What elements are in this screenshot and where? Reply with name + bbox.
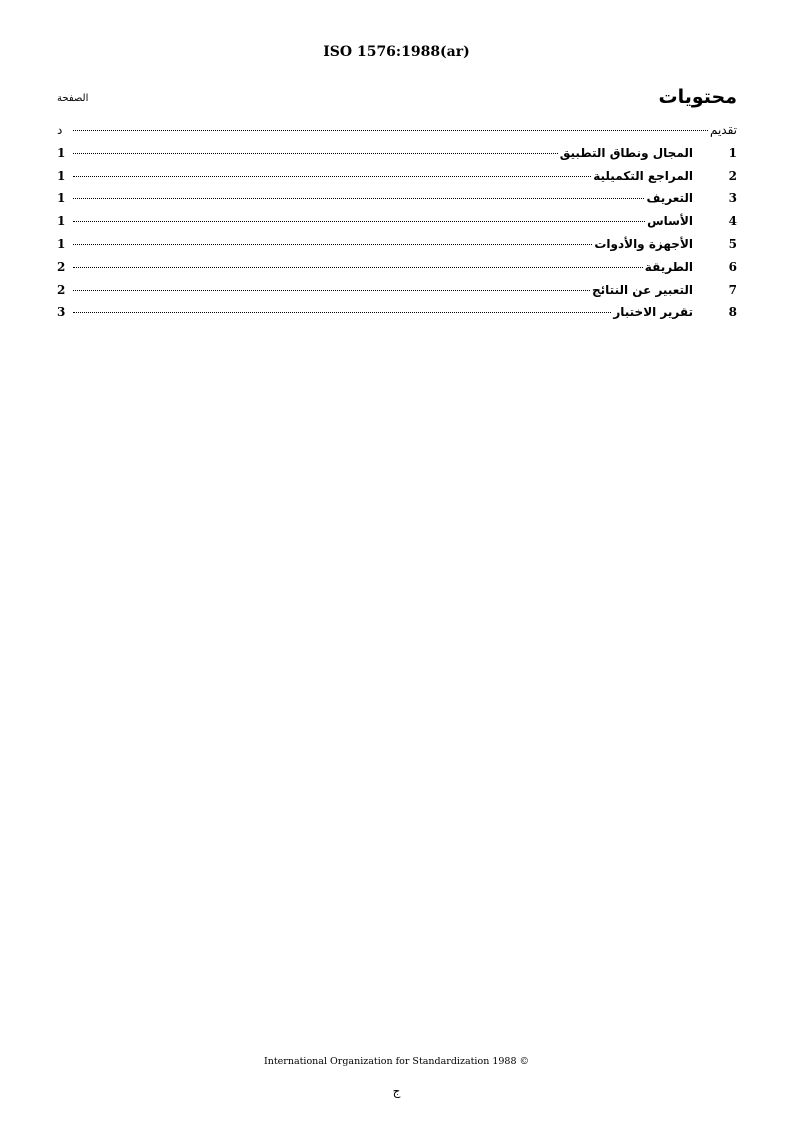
toc-entry-label: التعبير عن النتائج bbox=[592, 282, 693, 297]
toc-entry-2[interactable] bbox=[57, 169, 737, 192]
document-id-header: ISO 1576:1988(ar) bbox=[323, 44, 470, 60]
dot-leader bbox=[73, 312, 611, 313]
toc-entry-page: 1 bbox=[57, 214, 66, 229]
toc-entry-number: 1 bbox=[728, 145, 737, 160]
toc-entry-page: 1 bbox=[57, 168, 66, 183]
copyright-footer: International Organization for Standardization 1988 © bbox=[263, 1056, 530, 1067]
dot-leader bbox=[73, 153, 558, 154]
toc-entry-page: 3 bbox=[57, 305, 66, 320]
dot-leader bbox=[73, 267, 643, 268]
dot-leader bbox=[73, 176, 591, 177]
toc-entry-number: 5 bbox=[728, 236, 737, 251]
toc-entry-label: تقرير الاختبار bbox=[613, 305, 693, 320]
page-number: ج bbox=[392, 1084, 401, 1098]
toc-entry-label: تقديم bbox=[709, 123, 737, 137]
dot-leader bbox=[73, 244, 592, 245]
toc-entry-1[interactable] bbox=[57, 146, 737, 169]
dot-leader bbox=[73, 221, 645, 222]
toc-entry-page: د bbox=[57, 123, 63, 137]
toc-entry-number: 6 bbox=[728, 259, 737, 274]
toc-entry-label: الأساس bbox=[647, 214, 693, 229]
toc-entry-3[interactable] bbox=[57, 191, 737, 214]
contents-title-row bbox=[57, 86, 737, 110]
toc-entry-label: الأجهزة والأدوات bbox=[594, 236, 693, 251]
toc-entry-label: المجال ونطاق التطبيق bbox=[559, 145, 693, 160]
toc-entry-label: التعريف bbox=[646, 191, 693, 206]
toc-entry-page: 1 bbox=[57, 236, 66, 251]
toc-entry-number: 7 bbox=[728, 282, 737, 297]
toc-entry-number: 8 bbox=[728, 305, 737, 320]
toc-entry-number: 2 bbox=[728, 168, 737, 183]
toc-entry-6[interactable] bbox=[57, 260, 737, 283]
dot-leader bbox=[73, 130, 708, 131]
toc-entry-page: 1 bbox=[57, 191, 66, 206]
toc-entry-page: 1 bbox=[57, 145, 66, 160]
toc-entry-number: 4 bbox=[728, 214, 737, 229]
page-column-label: الصفحة bbox=[57, 93, 89, 104]
toc-entry-label: المراجع التكميلية bbox=[593, 168, 693, 183]
toc-entry-label: الطريقة bbox=[644, 259, 693, 274]
toc-entry-7[interactable] bbox=[57, 283, 737, 306]
toc-entry-4[interactable] bbox=[57, 214, 737, 237]
toc-entry-page: 2 bbox=[57, 259, 66, 274]
toc-entry-foreword[interactable] bbox=[57, 123, 737, 146]
toc-entry-8[interactable] bbox=[57, 305, 737, 328]
table-of-contents bbox=[57, 123, 737, 328]
contents-title: محتويات bbox=[658, 86, 737, 108]
toc-entry-page: 2 bbox=[57, 282, 66, 297]
toc-entry-5[interactable] bbox=[57, 237, 737, 260]
dot-leader bbox=[73, 198, 644, 199]
dot-leader bbox=[73, 290, 590, 291]
toc-entry-number: 3 bbox=[728, 191, 737, 206]
